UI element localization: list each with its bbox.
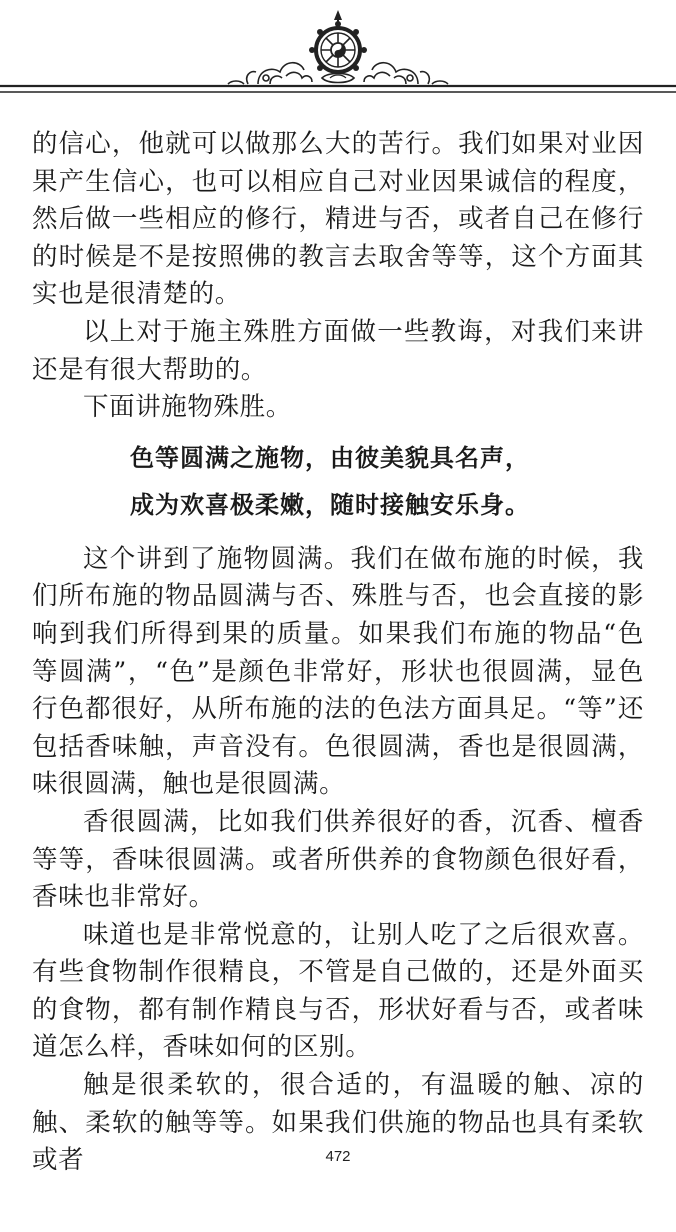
cloud-scroll-icon xyxy=(364,63,448,84)
verse-line: 色等圆满之施物，由彼美貌具名声， xyxy=(130,443,530,472)
paragraph: 下面讲施物殊胜。 xyxy=(83,392,292,423)
page-number: 472 xyxy=(325,1148,351,1165)
page-body xyxy=(32,126,644,1180)
dharma-wheel-icon xyxy=(309,10,367,83)
paragraph: 味道也是非常悦意的，让别人吃了之后很欢喜。有些食物制作很精良，不管是自己做的，还是外面买的食物，都有制作精良与否，形状好看与否，或者味道怎么样，香味如何的区别。 xyxy=(32,919,644,1063)
header-ornament xyxy=(0,0,676,110)
verse-block xyxy=(32,435,644,529)
header-rule xyxy=(0,86,676,92)
paragraph: 以上对于施主殊胜方面做一些教诲，对我们来讲还是有很大帮助的。 xyxy=(32,316,644,385)
paragraph: 触是很柔软的，很合适的，有温暖的触、凉的触、柔软的触等等。如果我们供施的物品也具有柔软或者 xyxy=(32,1070,644,1176)
paragraph: 这个讲到了施物圆满。我们在做布施的时候，我们所布施的物品圆满与否、殊胜与否，也会直接的影响到我们所得到果的质量。如果我们布施的物品“色等圆满”，“色”是颜色非常好，形状也很圆满，显色行色都很好，从所布施的法的色法方面具足。“等”还包括香味触，声音没有。色很圆满，香也是很圆满，味很圆满，触也是很圆满。 xyxy=(32,543,644,800)
verse-line: 成为欢喜极柔嫩，随时接触安乐身。 xyxy=(130,490,530,519)
cloud-scroll-icon xyxy=(228,63,312,84)
paragraph: 的信心，他就可以做那么大的苦行。我们如果对业因果产生信心，也可以相应自己对业因果诚信的程度，然后做一些相应的修行，精进与否，或者自己在修行的时候是不是按照佛的教言去取舍等等，这个方面其实也是很清楚的。 xyxy=(32,129,644,310)
paragraph: 香很圆满，比如我们供养很好的香，沉香、檀香等等，香味很圆满。或者所供养的食物颜色很好看，香味也非常好。 xyxy=(32,806,644,913)
